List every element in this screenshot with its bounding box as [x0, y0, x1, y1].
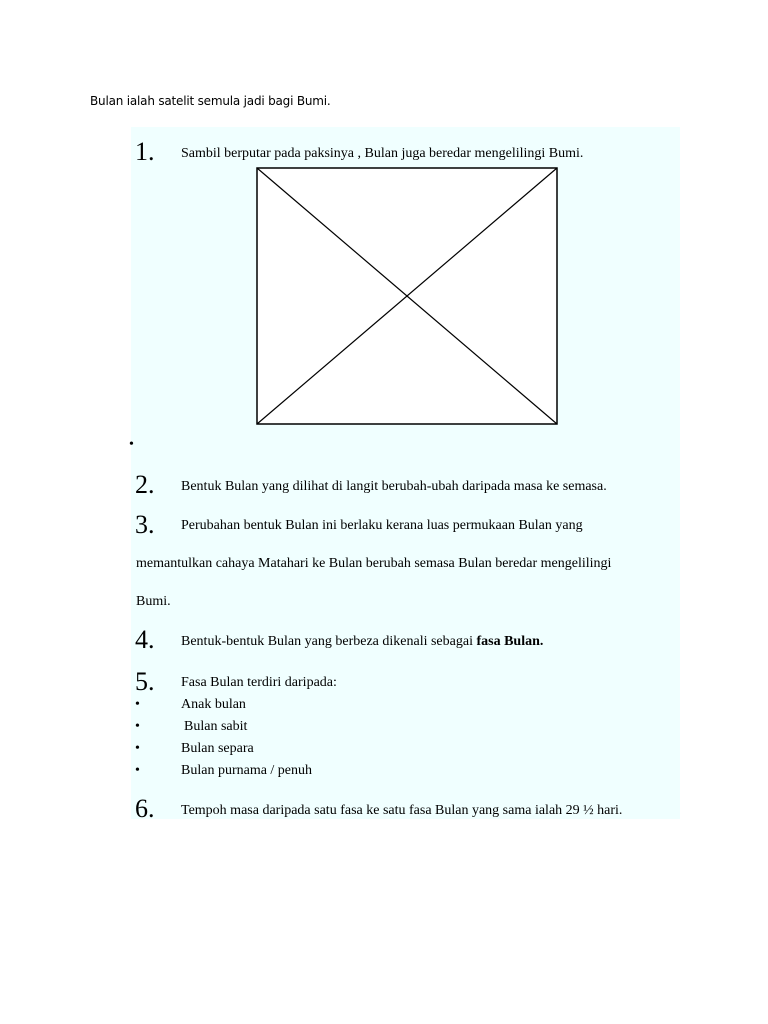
- item-2-number: 2.: [135, 470, 155, 499]
- item-4-text: [181, 634, 543, 650]
- intro-text: Bulan ialah satelit semula jadi bagi Bumi.: [90, 94, 331, 108]
- item-1-text: Sambil berputar pada paksinya , Bulan juga beredar mengelilingi Bumi.: [181, 146, 584, 161]
- item-6-number: 6.: [135, 794, 155, 823]
- phase-item-2: Bulan sabit: [184, 719, 248, 734]
- item-4-text-bold: fasa Bulan.: [476, 634, 544, 649]
- item-4-text-plain: Bentuk-bentuk Bulan yang berbeza dikenali sebagai: [181, 634, 477, 649]
- lone-bullet: •: [129, 437, 134, 452]
- item-3-continuation-1: memantulkan cahaya Matahari ke Bulan berubah semasa Bulan beredar mengelilingi: [136, 556, 612, 571]
- item-1-number: 1.: [135, 137, 155, 166]
- phase-bullet: •: [135, 719, 140, 734]
- item-6-text: Tempoh masa daripada satu fasa ke satu fasa Bulan yang sama ialah 29 ½ hari.: [181, 803, 623, 818]
- item-3-text: Perubahan bentuk Bulan ini berlaku kerana luas permukaan Bulan yang: [181, 518, 583, 533]
- image-placeholder: [256, 167, 558, 425]
- item-3-continuation-2: Bumi.: [136, 594, 171, 609]
- phase-item-4: Bulan purnama / penuh: [181, 763, 313, 778]
- item-3-number: 3.: [135, 510, 155, 539]
- item-5-text: Fasa Bulan terdiri daripada:: [181, 675, 337, 690]
- phase-item-1: Anak bulan: [181, 697, 246, 712]
- item-2-text: Bentuk Bulan yang dilihat di langit berubah-ubah daripada masa ke semasa.: [181, 479, 607, 494]
- phase-item-3: Bulan separa: [181, 741, 254, 756]
- item-4-number: 4.: [135, 625, 155, 654]
- phase-bullet: •: [135, 741, 140, 756]
- phase-bullet: •: [135, 697, 140, 712]
- phase-bullet: •: [135, 763, 140, 778]
- item-5-number: 5.: [135, 667, 155, 696]
